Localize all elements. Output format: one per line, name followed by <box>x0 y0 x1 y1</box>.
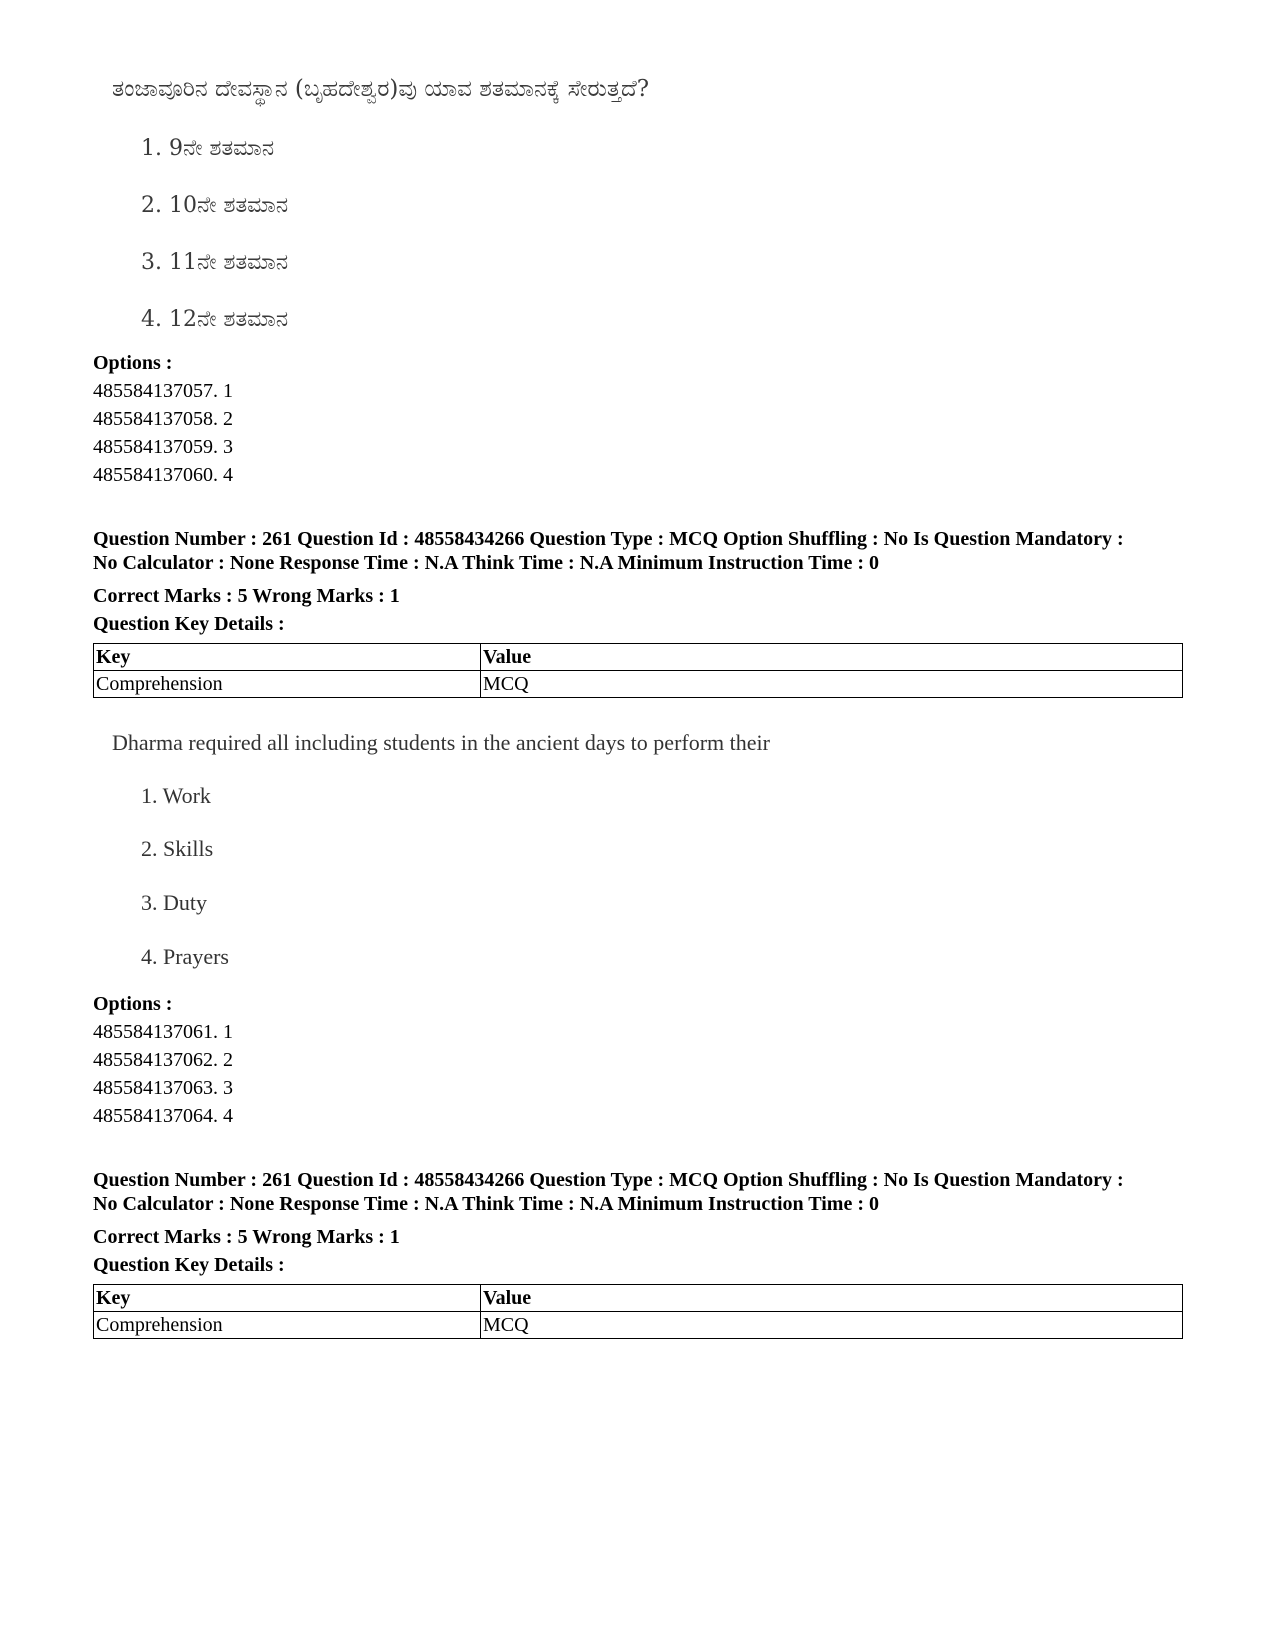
table-header-row <box>94 644 1183 671</box>
table-header-cell: Key <box>94 644 481 671</box>
key-details-label: Question Key Details : <box>93 1254 285 1276</box>
table-cell: Comprehension <box>94 671 481 698</box>
options-label: Options : <box>93 352 173 374</box>
option-id: 485584137063. 3 <box>93 1077 233 1099</box>
question-choice: 3. 11ನೇ ಶತಮಾನ <box>141 250 289 275</box>
question-meta-line: Question Number : 261 Question Id : 48558434266 Question Type : MCQ Option Shuffling : No Is Question Mandatory : <box>93 1169 1124 1191</box>
table-header-cell: Value <box>481 644 1183 671</box>
key-details-label: Question Key Details : <box>93 613 285 635</box>
key-details-table <box>93 1284 1183 1339</box>
marks-line: Correct Marks : 5 Wrong Marks : 1 <box>93 585 400 607</box>
question-choice: 1. 9ನೇ ಶತಮಾನ <box>141 136 275 161</box>
question-choice: 2. Skills <box>141 836 214 861</box>
question-choice: 1. Work <box>141 783 211 808</box>
question-choice: 3. Duty <box>141 890 207 915</box>
table-cell: Comprehension <box>94 1312 481 1339</box>
option-id: 485584137059. 3 <box>93 436 233 458</box>
option-id: 485584137060. 4 <box>93 464 233 486</box>
table-header-row <box>94 1285 1183 1312</box>
table-cell: MCQ <box>481 671 1183 698</box>
table-cell: MCQ <box>481 1312 1183 1339</box>
options-label: Options : <box>93 993 173 1015</box>
question-meta <box>93 1168 1213 1216</box>
question-meta <box>93 527 1213 575</box>
table-header-cell: Key <box>94 1285 481 1312</box>
question-stem: ತಂಜಾವೂರಿನ ದೇವಸ್ಥಾನ (ಬೃಹದೇಶ್ವರ)ವು ಯಾವ ಶತಮಾನಕ್ಕೆ ಸೇರುತ್ತದೆ? <box>112 76 650 102</box>
key-details-table <box>93 643 1183 698</box>
table-header-cell: Value <box>481 1285 1183 1312</box>
question-meta-line: Question Number : 261 Question Id : 48558434266 Question Type : MCQ Option Shuffling : No Is Question Mandatory : <box>93 528 1124 550</box>
question-stem: Dharma required all including students in the ancient days to perform their <box>112 730 770 755</box>
option-id: 485584137058. 2 <box>93 408 233 430</box>
question-choice: 2. 10ನೇ ಶತಮಾನ <box>141 193 289 218</box>
question-meta-line: No Calculator : None Response Time : N.A Think Time : N.A Minimum Instruction Time : 0 <box>93 1193 879 1215</box>
question-choice: 4. 12ನೇ ಶತಮಾನ <box>141 307 289 332</box>
option-id: 485584137062. 2 <box>93 1049 233 1071</box>
question-meta-line: No Calculator : None Response Time : N.A Think Time : N.A Minimum Instruction Time : 0 <box>93 552 879 574</box>
question-choice: 4. Prayers <box>141 944 229 969</box>
option-id: 485584137061. 1 <box>93 1021 233 1043</box>
marks-line: Correct Marks : 5 Wrong Marks : 1 <box>93 1226 400 1248</box>
table-row <box>94 671 1183 698</box>
option-id: 485584137057. 1 <box>93 380 233 402</box>
table-row <box>94 1312 1183 1339</box>
option-id: 485584137064. 4 <box>93 1105 233 1127</box>
